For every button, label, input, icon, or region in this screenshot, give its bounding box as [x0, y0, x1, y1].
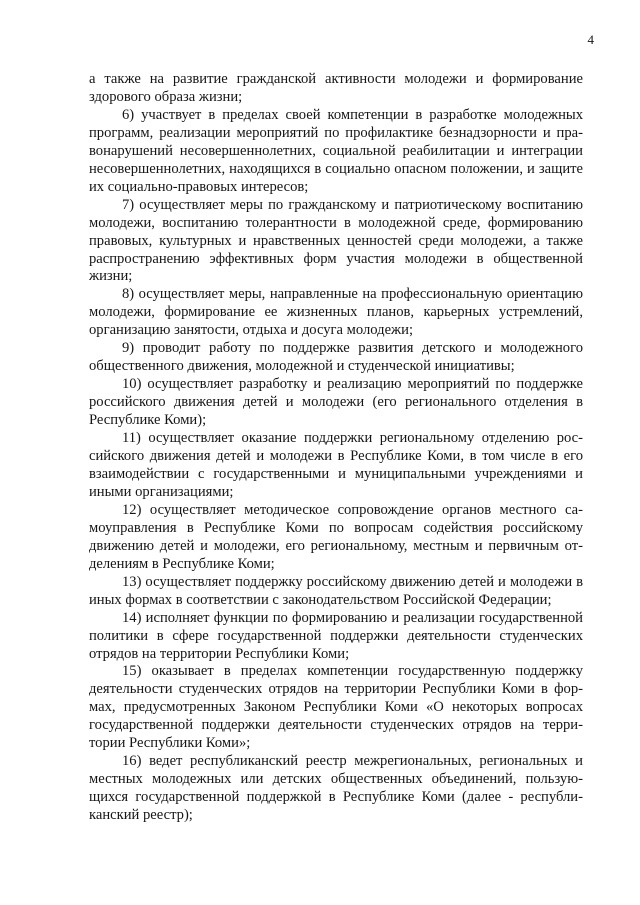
document-body: [89, 71, 583, 825]
paragraph-item-13: 13) осуществляет поддержку российскому движению детей и молодежи в иных формах в соответствии с законодательством Российской Федерации;: [89, 573, 583, 608]
page-number: 4: [587, 32, 594, 47]
paragraph-item-10: 10) осуществляет разработку и реализацию мероприятий по поддержке российского движения детей и молодежи (его регионального отделения в Республике Коми);: [89, 376, 583, 429]
paragraph-item-14: 14) исполняет функции по формированию и реализации государственной политики в сфере государственной поддержки деятельности студенческих отрядов на территории Республики Коми;: [89, 609, 583, 662]
paragraph-continuation: а также на развитие гражданской активности молодежи и формирование здорового образа жизни;: [89, 71, 583, 105]
paragraph-item-12: 12) осуществляет методическое сопровождение органов местного самоуправления в Республике Коми по вопросам содействия российскому движению детей и молодежи, его региональному, местным и первичным отделениям в Республике Коми;: [89, 501, 583, 572]
paragraph-item-16: 16) ведет республиканский реестр межрегиональных, региональных и местных молодежных или детских общественных объединений, пользующихся государственной поддержкой в Республике Коми (далее - республиканский реестр);: [89, 753, 583, 824]
paragraph-item-7: 7) осуществляет меры по гражданскому и патриотическому воспитанию молодежи, воспитанию толерантности в молодежной среде, формированию правовых, культурных и нравственных ценностей среди молодежи, а также распространению эффективных форм участия молодежи в общественной жизни;: [89, 196, 583, 285]
paragraph-item-11: 11) осуществляет оказание поддержки региональному отделению российского движения детей и молодежи в Республике Коми, в том числе в его взаимодействии с государственными и муниципальными учреждениями и иными организациями;: [89, 430, 583, 500]
paragraph-item-6: 6) участвует в пределах своей компетенции в разработке молодежных программ, реализации мероприятий по профилактике безнадзорности и правонарушений несовершеннолетних, социальной реабилитации и интеграции несовершеннолетних, находящихся в социально опасном положении, и защите их социально-правовых интересов;: [89, 106, 583, 195]
paragraph-item-8: 8) осуществляет меры, направленные на профессиональную ориентацию молодежи, формирование ее жизненных планов, карьерных устремлений, организацию занятости, отдыха и досуга молодежи;: [89, 286, 583, 339]
paragraph-item-15: 15) оказывает в пределах компетенции государственную поддержку деятельности студенческих отрядов на территории Республики Коми в формах, предусмотренных Законом Республики Коми «О некоторых вопросах государственной поддержки деятельности студенческих отрядов на территории Республики Коми»;: [89, 663, 583, 752]
paragraph-item-9: 9) проводит работу по поддержке развития детского и молодежного общественного движения, молодежной и студенческой инициативы;: [89, 340, 583, 375]
